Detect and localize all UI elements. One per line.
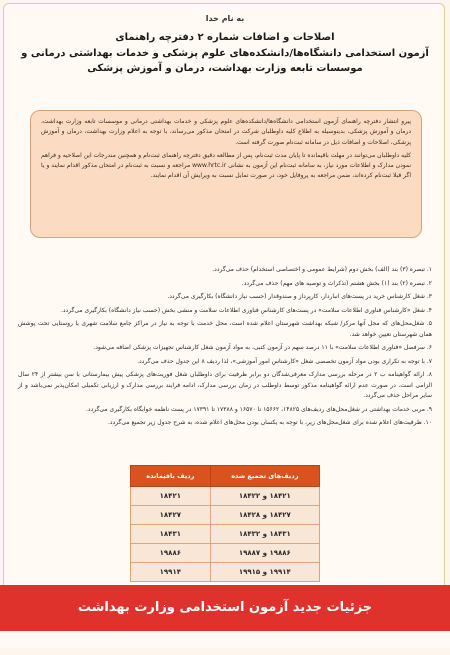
title-line-2: آزمون استخدامی دانشگاه‌ها/دانشکده‌های علوم پزشکی و خدمات بهداشتی درمانی و [21,47,429,59]
amendment-list [18,265,432,432]
list-item: ۸. ارائه گواهینامه ب ۲ در مرحله بررسی مدارک معرفی‌شدگان دو برابر ظرفیت برای داوطلبان شغل فوریت‌های پزشکی پیش بیمارستانی با سن بیشتر از ۲۴ سال الزامی است. در صورت عدم ارائه گواهینامه مذکور توسط داوطلب در زمان بررسی مدارک، ادامه فرایند بررسی مدارک و ارزیابی تکمیلی امکان‌پذیر نمی‌باشد و از سایر مراحل حذف می‌گردد. [18,371,432,399]
column-header-merged: ردیف‌های تجمیع شده [210,466,319,487]
banner-title: جزئیات جدید آزمون استخدامی وزارت بهداشت [77,600,373,615]
column-header-remaining: ردیف باقیمانده [131,466,211,487]
intro-paragraph-2: کلیه داوطلبان می‌توانند در مهلت باقیمانده تا پایان مدت ثبت‌نام، پس از مطالعه دقیق دفترچه راهنمای ثبت‌نام و همچنین مندرجات این اصلاحیه و فراهم نمودن مدارک و اطلاعات مورد نیاز، به سامانه ثبت‌نام این آزمون به نشانی www.hrtc.ir مراجعه و نسبت به ثبت‌نام در امتحان مذکور اقدام نمایند و یا اگر قبلا ثبت‌نام کرده‌اند، ضمن مراجعه به پروفایل خود، در صورت تمایل نسبت به ویرایش آن اقدام نمایند. [41,151,411,180]
table-cell: ۱۹۹۱۴ [131,563,211,582]
title-line-3: موسسات تابعه وزارت بهداشت، درمان و آموزش پزشکی [87,63,363,74]
table-cell: ۱۹۸۸۶ و ۱۹۸۸۷ [210,544,319,563]
bismillah: به نام خدا [205,14,245,23]
table-header-row [131,466,320,487]
list-item: ۶. سرفصل «فناوری اطلاعات سلامت» با ۱۱ درصد سهم در آزمون کتبی، به مواد آزمون شغل کارشناس تجهیزات پزشکی اضافه می‌شود. [93,344,432,351]
list-item: ۹. مربی خدمات بهداشتی در شغل‌محل‌های ردیف‌های ۱۴۸۲۵، ۱۵۶۶۲ تا ۱۶۵۷۰ و ۱۷۳۸۸ تا ۱۷۳۹۱ در پست ناظمه خوابگاه بکارگیری می‌گردد. [86,405,432,413]
table-cell: ۱۸۴۲۱ و ۱۸۴۲۲ [210,487,319,506]
table-cell: ۱۸۴۲۷ و ۱۸۴۲۸ [210,506,319,525]
intro-box [30,110,422,238]
table-row [131,525,320,544]
bottom-strip [0,631,450,648]
table-cell: ۱۸۴۳۱ و ۱۸۴۳۲ [210,525,319,544]
list-item: ۱. تبصره (۳) بند (الف) بخش دوم (شرایط عمومی و اختصاصی استخدام) حذف می‌گردد. [212,266,432,273]
list-item: ۱۰. ظرفیت‌های اعلام شده برای شغل‌محل‌های زیر، با توجه به یکسان بودن محل‌های اعلام شده، به شرح جدول زیر تجمیع می‌گردد. [107,419,432,426]
list-item: ۴. شغل «کارشناس فناوری اطلاعات سلامت» در پست‌های کارشناس فناوری اطلاعات سلامت و منشی بخش (حسب نیاز دانشگاه) بکارگیری می‌گردد. [60,306,432,314]
list-item: ۳. شغل کارشناس خرید در پست‌های انباردار، کارپرداز و صندوقدار (حسب نیاز دانشگاه) بکارگیری می‌گردد. [167,293,432,300]
table-cell: ۱۸۴۳۱ [131,525,211,544]
table-row [131,506,320,525]
table-row [131,563,320,582]
footer-banner [0,585,450,631]
table-cell: ۱۹۹۱۴ و ۱۹۹۱۵ [210,563,319,582]
list-item: ۲. تبصره (۲) بند (۱) بخش هشتم (تذکرات و توصیه های مهم) حذف می‌گردد. [241,279,432,287]
intro-paragraph-1: پیرو انتشار دفترچه راهنمای آزمون استخدامی دانشگاه‌ها/دانشکده‌های علوم پزشکی و خدمات بهداشتی درمانی و موسسات تابعه وزارت بهداشت، درمان و آموزش پزشکی، بدینوسیله به اطلاع کلیه داوطلبان شرکت در امتحان مذکور می‌رساند، با توجه به اعلام وزارت بهداشت، درمان و آموزش پزشکی، اصلاحات و اضافات ذیل در سامانه ثبت‌نام صورت گرفته است. [41,118,411,146]
document-title [14,30,436,77]
list-item: ۷. با توجه به تکراری بودن مواد آزمون تخصصی شغل «کارشناس امور آموزشی»، لذا ردیف ۸ این جدول حذف می‌گردد. [137,357,432,365]
list-item: ۵. شغل‌محل‌های که محل آنها مرکز/ شبکه بهداشت شهرستان اعلام شده است، محل خدمت با توجه به نیاز در مراکز جامع سلامت شهری یا روستایی تحت پوشش همان شهرستان تعیین خواهد شد. [18,320,432,338]
table-cell: ۱۸۴۲۷ [131,506,211,525]
title-line-1: اصلاحات و اضافات شماره ۲ دفترچه راهنمای [115,32,335,43]
table-cell: ۱۹۸۸۶ [131,544,211,563]
table-row [131,544,320,563]
table-row [131,487,320,506]
table-cell: ۱۸۴۲۱ [131,487,211,506]
merged-rows-table [130,465,320,582]
